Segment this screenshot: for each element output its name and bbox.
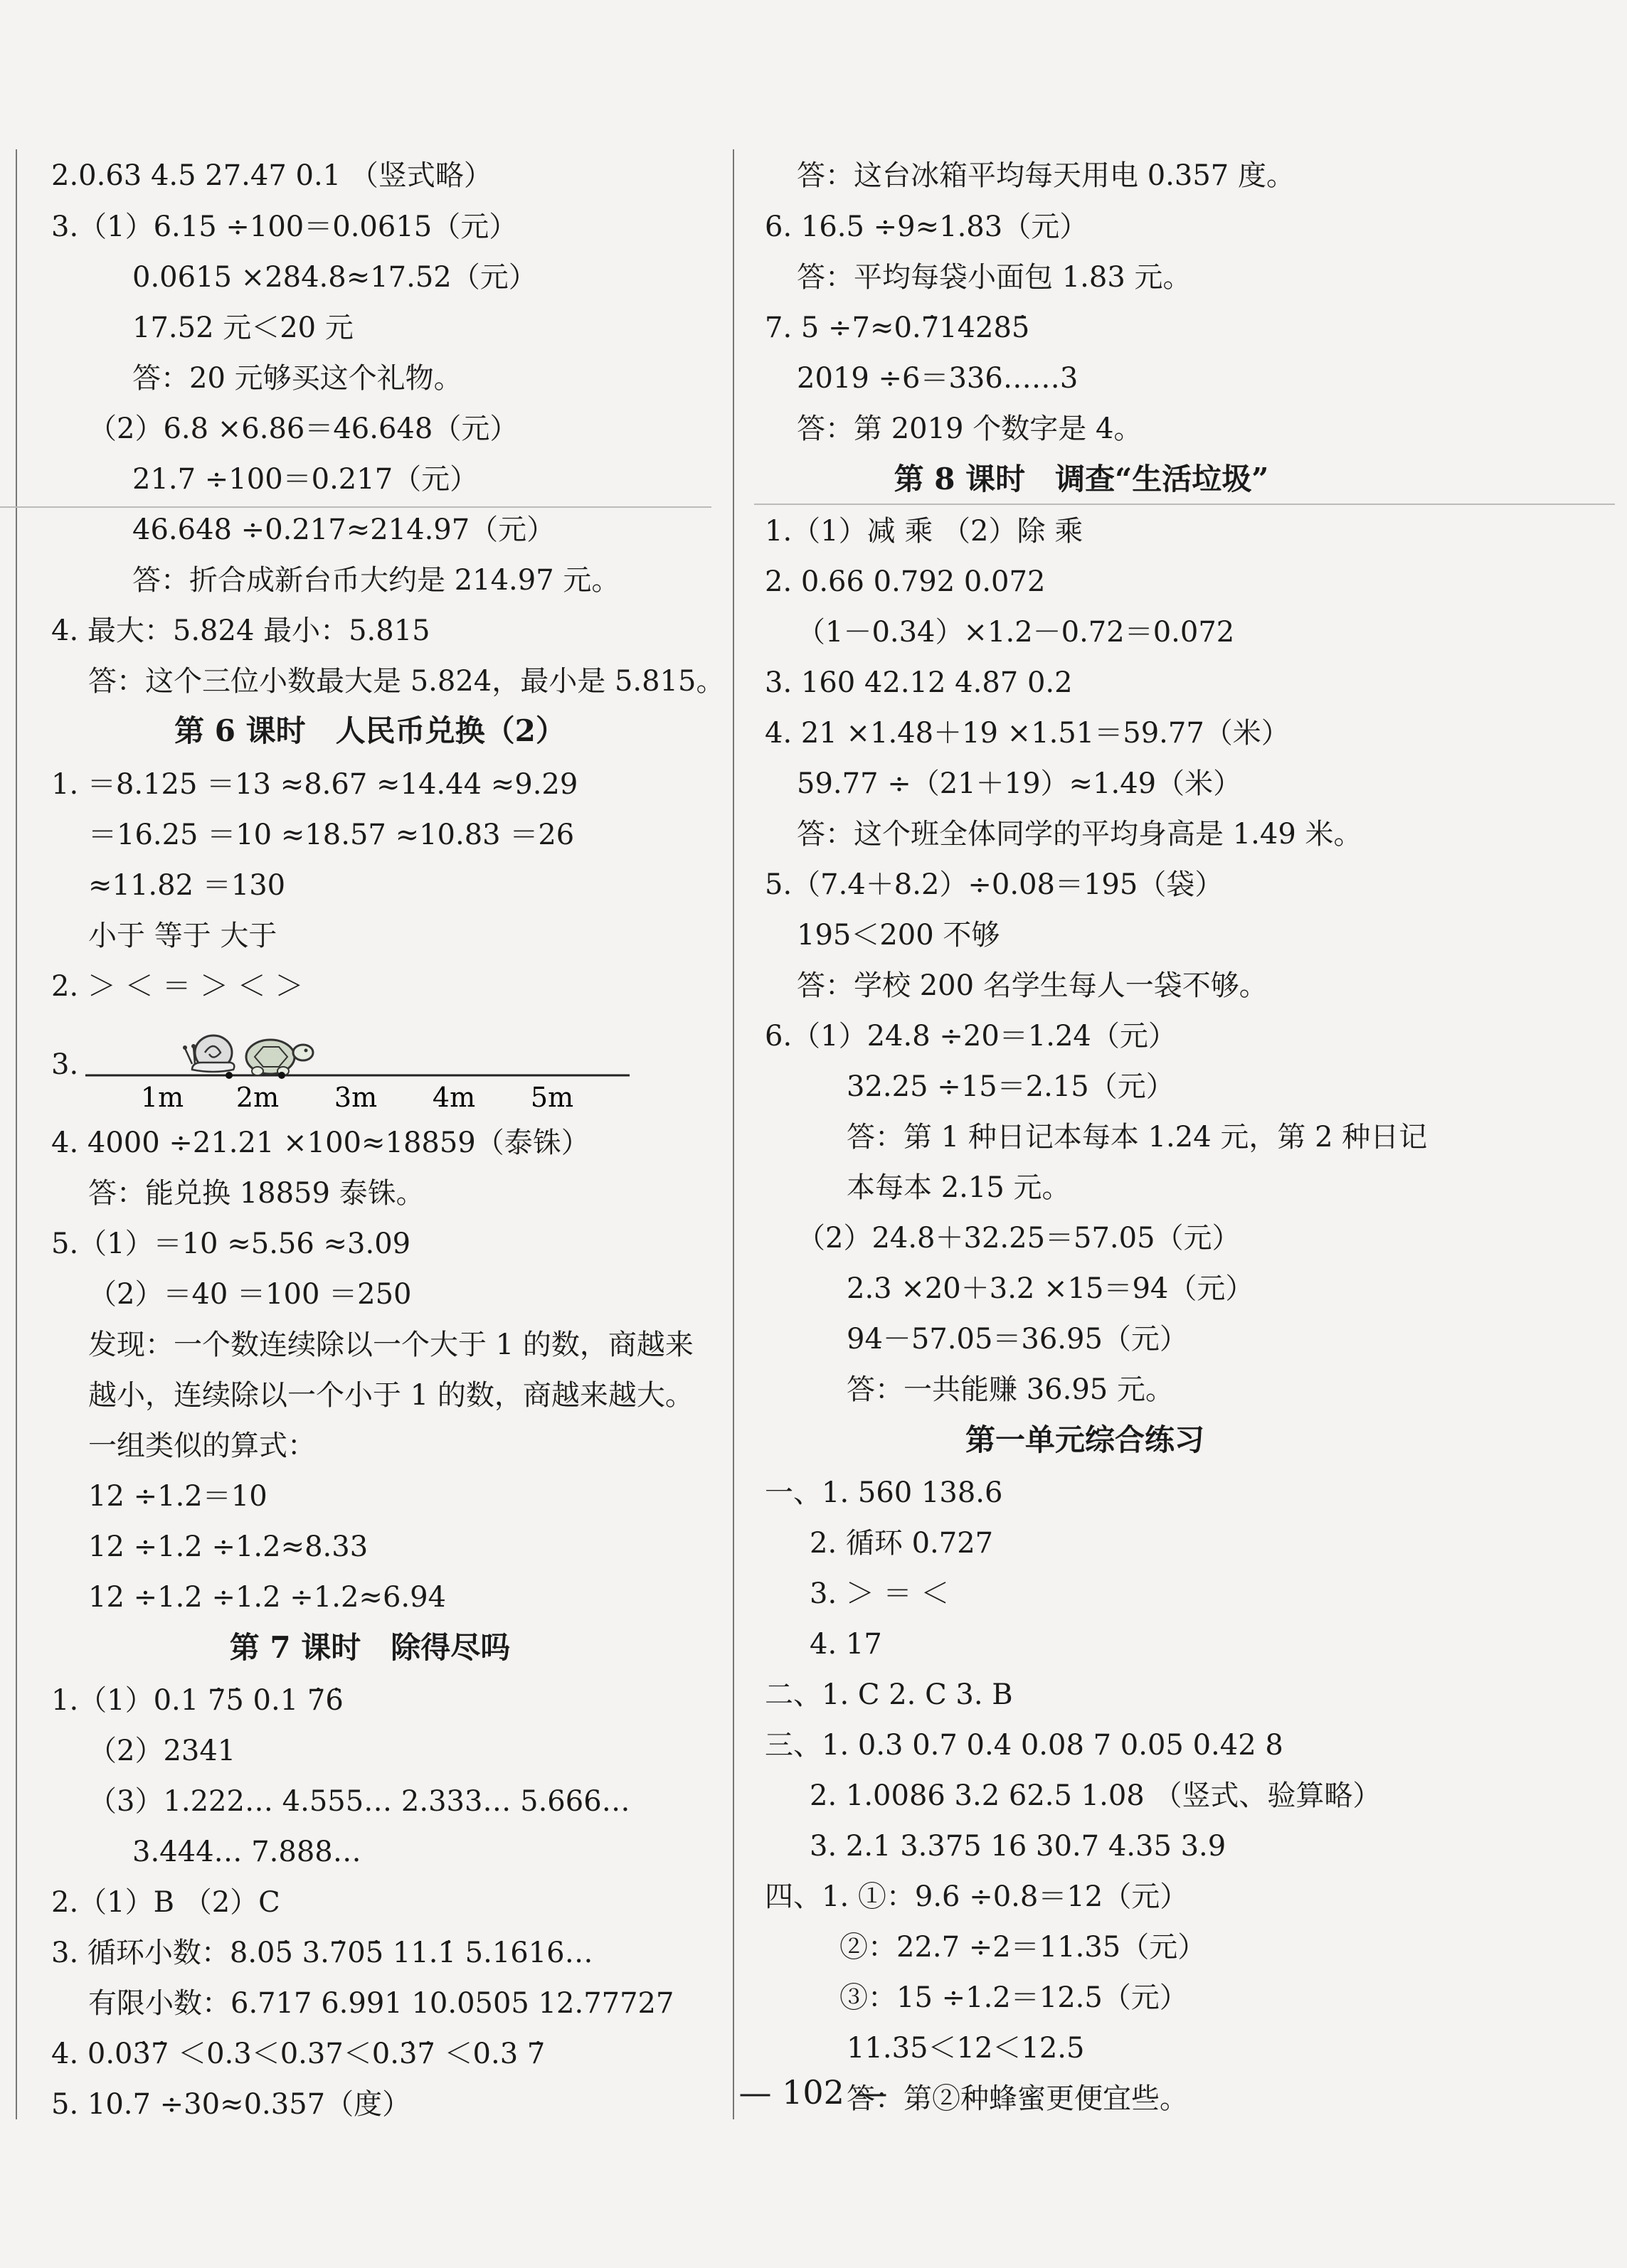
- section-title-lesson-7: 第 7 课时 除得尽吗: [229, 1630, 511, 1665]
- tick-label: 4m: [432, 1082, 476, 1113]
- right-line: ③：15 ÷1.2＝12.5（元）: [839, 1981, 1188, 2014]
- left-line: 12 ÷1.2 ÷1.2 ÷1.2≈6.94: [88, 1581, 447, 1614]
- right-line: （1－0.34）×1.2－0.72＝0.072: [797, 616, 1235, 649]
- right-line: 本每本 2.15 元。: [847, 1171, 1071, 1204]
- left-line: 小于 等于 大于: [88, 920, 277, 952]
- left-line: （2）2341: [88, 1735, 236, 1767]
- right-line: 答：第 1 种日记本每本 1.24 元，第 2 种日记: [847, 1121, 1428, 1154]
- turtle-icon: [246, 1040, 313, 1079]
- tick-label: 2m: [235, 1082, 280, 1113]
- section-title-unit-review: 第一单元综合练习: [965, 1422, 1205, 1457]
- right-line: 3. 160 42.12 4.87 0.2: [765, 666, 1073, 699]
- right-line: 4. 21 ×1.48＋19 ×1.51＝59.77（米）: [765, 717, 1290, 750]
- right-line: 6.（1）24.8 ÷20＝1.24（元）: [765, 1020, 1177, 1053]
- right-line: 一、1. 560 138.6: [765, 1476, 1003, 1509]
- right-line: 三、1. 0.3 0.7 0.4 0.08 7 0.05 0.42 8: [765, 1729, 1283, 1762]
- left-line: ≈11.82 ＝130: [88, 869, 286, 902]
- right-line: 5.（7.4＋8.2）÷0.08＝195（袋）: [765, 868, 1224, 901]
- left-line: 21.7 ÷100＝0.217（元）: [132, 463, 479, 496]
- left-line: 3.（1）6.15 ÷100＝0.0615（元）: [51, 211, 518, 243]
- left-line: 有限小数：6.717 6.991 10.0505 12.77727: [88, 1987, 674, 2020]
- tick-label: 1m: [140, 1082, 184, 1113]
- left-line: 答：能兑换 18859 泰铢。: [88, 1177, 425, 1210]
- right-line: 59.77 ÷（21＋19）≈1.49（米）: [797, 767, 1242, 800]
- right-line: 2019 ÷6＝336……3: [797, 362, 1079, 395]
- number-line-figure: [78, 1017, 640, 1117]
- right-line: 2. 0.66 0.792 0.072: [765, 565, 1046, 598]
- right-line: 2. 1.0086 3.2 62.5 1.08 （竖式、验算略）: [810, 1779, 1382, 1812]
- left-line: 5.（1）＝10 ≈5.56 ≈3.09: [51, 1228, 411, 1260]
- left-line: 一组类似的算式：: [88, 1430, 316, 1462]
- left-line: 2. ＞ ＜ ＝ ＞ ＜ ＞: [51, 970, 304, 1003]
- right-line: 1.（1）减 乘 （2）除 乘: [765, 515, 1083, 548]
- right-line: 2.3 ×20＋3.2 ×15＝94（元）: [847, 1272, 1254, 1305]
- left-line: 越小，连续除以一个小于 1 的数，商越来越大。: [88, 1379, 694, 1412]
- right-line: 4. 17: [810, 1628, 882, 1661]
- right-line: 答：学校 200 名学生每人一袋不够。: [797, 969, 1268, 1002]
- left-line: ＝16.25 ＝10 ≈18.57 ≈10.83 ＝26: [88, 819, 575, 851]
- tick-label: 3m: [334, 1082, 378, 1113]
- left-line: 0.0615 ×284.8≈17.52（元）: [132, 261, 537, 294]
- fold-line-right: [754, 504, 1615, 505]
- right-line: 2. 循环 0.727: [810, 1527, 994, 1560]
- left-line: （3）1.222… 4.555… 2.333… 5.666…: [88, 1785, 630, 1818]
- column-divider: [733, 149, 734, 2119]
- section-title-lesson-6: 第 6 课时 人民币兑换（2）: [174, 713, 566, 748]
- left-line: 12 ÷1.2 ÷1.2≈8.33: [88, 1530, 369, 1563]
- left-line: 3. 循环小数：8.05̇ 3.7̇05̇ 11.1̇ 5.1616…: [51, 1937, 593, 1969]
- right-line: 四、1. ①：9.6 ÷0.8＝12（元）: [765, 1880, 1189, 1913]
- left-line: （2）6.8 ×6.86＝46.648（元）: [88, 412, 519, 445]
- section-title-lesson-8: 第 8 课时 调查“生活垃圾”: [894, 462, 1269, 496]
- left-line: 17.52 元＜20 元: [132, 312, 354, 344]
- right-line: 答：第 2019 个数字是 4。: [797, 412, 1143, 445]
- left-line: 2.（1）B （2）C: [51, 1886, 280, 1919]
- left-line: 5. 10.7 ÷30≈0.357（度）: [51, 2088, 411, 2121]
- left-line: 1. ＝8.125 ＝13 ≈8.67 ≈14.44 ≈9.29: [51, 768, 578, 801]
- page-number: — 102 —: [738, 2073, 888, 2112]
- right-line: 11.35＜12＜12.5: [847, 2032, 1085, 2065]
- left-line: 4. 最大：5.824 最小：5.815: [51, 614, 430, 647]
- right-line: 答：平均每袋小面包 1.83 元。: [797, 261, 1192, 294]
- right-line: 答：第②种蜂蜜更便宜些。: [847, 2082, 1188, 2115]
- left-line: 2.0.63 4.5 27.47 0.1 （竖式略）: [51, 159, 492, 192]
- left-line: 4. 0.03̇7̇ ＜0.3＜0.37＜0.3̇7̇ ＜0.3 7̇: [51, 2038, 546, 2070]
- left-line: 答：折合成新台币大约是 214.97 元。: [132, 564, 620, 597]
- left-line: （2）＝40 ＝100 ＝250: [88, 1278, 412, 1311]
- right-line: 94－57.05＝36.95（元）: [847, 1323, 1188, 1356]
- right-line: 6. 16.5 ÷9≈1.83（元）: [765, 211, 1088, 243]
- left-line: 答：这个三位小数最大是 5.824，最小是 5.815。: [88, 665, 725, 698]
- right-line: 二、1. C 2. C 3. B: [765, 1678, 1013, 1711]
- left-line: 4. 4000 ÷21.21 ×100≈18859（泰铢）: [51, 1127, 590, 1159]
- left-line: 46.648 ÷0.217≈214.97（元）: [132, 513, 556, 546]
- snail-icon: [183, 1035, 234, 1079]
- right-line: 答：这台冰箱平均每天用电 0.357 度。: [797, 159, 1295, 192]
- fold-line-left: [0, 506, 711, 508]
- right-line: 32.25 ÷15＝2.15（元）: [847, 1070, 1175, 1103]
- left-line: 发现：一个数连续除以一个大于 1 的数，商越来: [88, 1329, 694, 1361]
- right-line: ②：22.7 ÷2＝11.35（元）: [839, 1931, 1207, 1964]
- left-line: 1.（1）0.1 7̇5̇ 0.1 7̇6̇: [51, 1684, 344, 1717]
- right-line: 3. ＞ ＝ ＜: [810, 1577, 950, 1610]
- question-3-label: 3.: [51, 1048, 79, 1081]
- tick-label: 5m: [530, 1082, 574, 1113]
- right-line: 3. 2.1 3.375 16 30.7 4.35 3.9: [810, 1830, 1226, 1863]
- left-margin-rule: [16, 149, 17, 2119]
- right-line: 答：这个班全体同学的平均身高是 1.49 米。: [797, 818, 1362, 851]
- right-line: （2）24.8＋32.25＝57.05（元）: [797, 1222, 1241, 1255]
- left-line: 12 ÷1.2＝10: [88, 1480, 267, 1513]
- right-line: 答：一共能赚 36.95 元。: [847, 1373, 1174, 1406]
- left-line: 答：20 元够买这个礼物。: [132, 362, 462, 395]
- right-line: 7. 5 ÷7≈0.7̇14285̇: [765, 312, 1030, 344]
- right-line: 195＜200 不够: [797, 919, 1000, 952]
- left-line: 3.444… 7.888…: [132, 1836, 361, 1868]
